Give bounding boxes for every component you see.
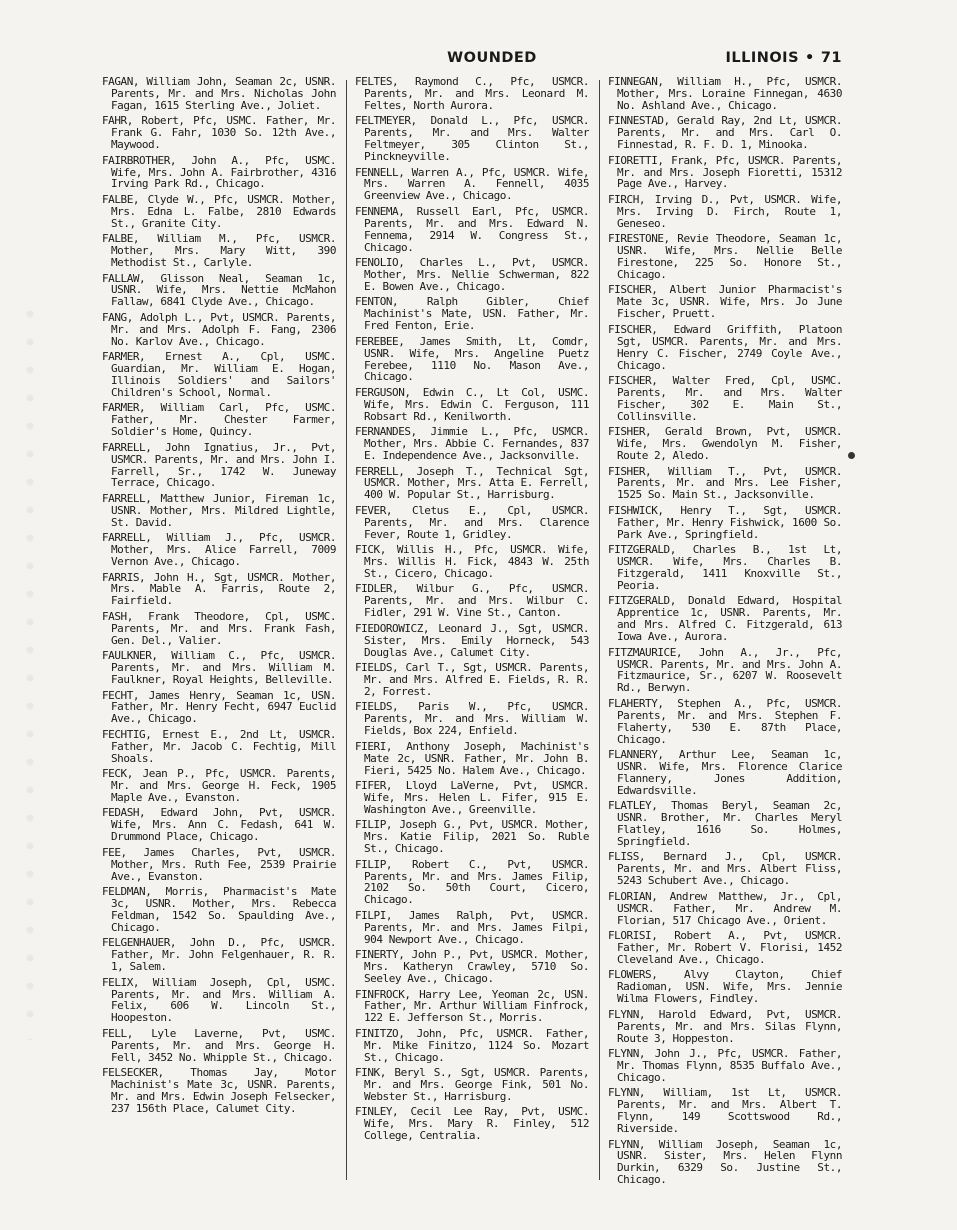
casualty-entry: FENNEMA, Russell Earl, Pfc, USMCR. Parents, Mr. and Mrs. Edward N. Fennema, 2914 W. Congress St., Chicago. [355, 204, 589, 254]
casualty-entry: FERRELL, Joseph T., Technical Sgt, USMCR. Mother, Mrs. Atta E. Ferrell, 400 W. Popular St., Harrisburg. [355, 464, 589, 502]
casualty-entry: FELIX, William Joseph, Cpl, USMC. Parents, Mr. and Mrs. William A. Felix, 606 W. Lincoln St., Hoopeston. [102, 975, 336, 1025]
binding-holes [12, 300, 48, 1040]
column-3 [608, 76, 842, 1190]
casualty-entry: FLISS, Bernard J., Cpl, USMCR. Parents, Mr. and Mrs. Albert Fliss, 5243 Schubert Ave., Chicago. [608, 850, 842, 888]
casualty-entry: FARRELL, Matthew Junior, Fireman 1c, USNR. Mother, Mrs. Mildred Lightle, St. David. [102, 491, 336, 529]
casualty-entry: FLORIAN, Andrew Matthew, Jr., Cpl, USMCR. Father, Mr. Andrew M. Florian, 517 Chicago Ave., Orient. [608, 889, 842, 927]
casualty-entry: FITZMAURICE, John A., Jr., Pfc, USMCR. Parents, Mr. and Mrs. John A. Fitzmaurice, Sr., 6207 W. Roosevelt Rd., Berwyn. [608, 645, 842, 695]
casualty-entry: FELSECKER, Thomas Jay, Motor Machinist's Mate 3c, USNR. Parents, Mr. and Mrs. Edwin Joseph Felsecker, 237 156th Place, Calumet City. [102, 1066, 336, 1115]
casualty-entry: FELDMAN, Morris, Pharmacist's Mate 3c, USNR. Mother, Mrs. Rebecca Feldman, 1542 So. Spaulding Ave., Chicago. [102, 885, 336, 934]
casualty-entry: FALBE, William M., Pfc, USMCR. Mother, Mrs. Mary Witt, 390 Methodist St., Carlyle. [102, 232, 336, 270]
casualty-entry: FLANNERY, Arthur Lee, Seaman 1c, USNR. Wife, Mrs. Florence Clarice Flannery, Jones Addition, Edwardsville. [608, 748, 842, 797]
casualty-entry: FLYNN, Harold Edward, Pvt, USMCR. Parents, Mr. and Mrs. Silas Flynn, Route 3, Hoppeston. [608, 1007, 842, 1045]
casualty-entry: FARRELL, John Ignatius, Jr., Pvt, USMCR. Parents, Mr. and Mrs. John I. Farrell, Sr., 1742 W. Juneway Terrace, Chicago. [102, 440, 336, 490]
casualty-entry: FAHR, Robert, Pfc, USMC. Father, Mr. Frank G. Fahr, 1030 So. 12th Ave., Maywood. [102, 114, 336, 152]
column-1 [102, 76, 336, 1118]
casualty-entry: FARRIS, John H., Sgt, USMCR. Mother, Mrs. Mable A. Farris, Route 2, Fairfield. [102, 570, 336, 608]
casualty-entry: FILIP, Joseph G., Pvt, USMCR. Mother, Mrs. Katie Filip, 2021 So. Ruble St., Chicago. [355, 818, 589, 856]
casualty-entry: FIELDS, Paris W., Pfc, USMCR. Parents, Mr. and Mrs. William W. Fields, Box 224, Enfield. [355, 700, 589, 738]
casualty-entry: FALBE, Clyde W., Pfc, USMCR. Mother, Mrs. Edna L. Falbe, 2810 Edwards St., Granite City. [102, 192, 336, 230]
casualty-entry: FISHER, William T., Pvt, USMCR. Parents, Mr. and Mrs. Lee Fisher, 1525 So. Main St., Jacksonville. [608, 464, 842, 502]
column-2 [355, 76, 589, 1146]
casualty-entry: FELGENHAUER, John D., Pfc, USMCR. Father, Mr. John Felgenhauer, R. R. 1, Salem. [102, 936, 336, 974]
casualty-entry: FISHWICK, Henry T., Sgt, USMCR. Father, Mr. Henry Fishwick, 1600 So. Park Ave., Springfield. [608, 503, 842, 541]
casualty-entry: FANG, Adolph L., Pvt, USMCR. Parents, Mr. and Mrs. Adolph F. Fang, 2306 No. Karlov Ave., Chicago. [102, 310, 336, 348]
casualty-entry: FISHER, Gerald Brown, Pvt, USMCR. Wife, Mrs. Gwendolyn M. Fisher, Route 2, Aledo. [608, 425, 842, 463]
casualty-entry: FERGUSON, Edwin C., Lt Col, USMC. Wife, Mrs. Edwin C. Ferguson, 111 Robsart Rd., Kenilworth. [355, 385, 589, 423]
casualty-entry: FECHTIG, Ernest E., 2nd Lt, USMCR. Father, Mr. Jacob C. Fechtig, Mill Shoals. [102, 727, 336, 765]
state-name: ILLINOIS [725, 50, 800, 66]
casualty-entry: FENNELL, Warren A., Pfc, USMCR. Wife, Mrs. Warren A. Fennell, 4035 Greenview Ave., Chicago. [355, 165, 589, 203]
casualty-entry: FARMER, William Carl, Pfc, USMC. Father, Mr. Chester Farmer, Soldier's Home, Quincy. [102, 401, 336, 439]
casualty-entry: FILIP, Robert C., Pvt, USMCR. Parents, Mr. and Mrs. James Filip, 2102 So. 50th Court, Cicero, Chicago. [355, 857, 589, 907]
casualty-entry: FISCHER, Albert Junior Pharmacist's Mate 3c, USNR. Wife, Mrs. Jo June Fischer, Pruett. [608, 283, 842, 321]
casualty-entry: FIRCH, Irving D., Pvt, USMCR. Wife, Mrs. Irving D. Firch, Route 1, Geneseo. [608, 192, 842, 230]
casualty-entry: FECK, Jean P., Pfc, USMCR. Parents, Mr. and Mrs. George H. Feck, 1905 Maple Ave., Evanston. [102, 767, 336, 804]
casualty-entry: FEVER, Cletus E., Cpl, USMCR. Parents, Mr. and Mrs. Clarence Fever, Route 1, Gridley. [355, 503, 589, 541]
casualty-entry: FICK, Willis H., Pfc, USMCR. Wife, Mrs. Willis H. Fick, 4843 W. 25th St., Cicero, Chicago. [355, 543, 589, 580]
casualty-entry: FARMER, Ernest A., Cpl, USMC. Guardian, Mr. William E. Hogan, Illinois Soldiers' and Sailors' Children's School, Normal. [102, 350, 336, 399]
casualty-entry: FAULKNER, William C., Pfc, USMCR. Parents, Mr. and Mrs. William M. Faulkner, Royal Heights, Belleville. [102, 649, 336, 686]
casualty-entry: FITZGERALD, Donald Edward, Hospital Apprentice 1c, USNR. Parents, Mr. and Mrs. Alfred C. Fitzgerald, 613 Iowa Ave., Aurora. [608, 594, 842, 644]
casualty-entry: FIRESTONE, Revie Theodore, Seaman 1c, USNR. Wife, Mrs. Nellie Belle Firestone, 225 So. Honore St., Chicago. [608, 232, 842, 281]
casualty-entry: FAIRBROTHER, John A., Pfc, USMC. Wife, Mrs. John A. Fairbrother, 4316 Irving Park Rd., Chicago. [102, 153, 336, 191]
casualty-entry: FEE, James Charles, Pvt, USMCR. Mother, Mrs. Ruth Fee, 2539 Prairie Ave., Evanston. [102, 845, 336, 883]
running-head [725, 50, 842, 66]
casualty-entry: FIORETTI, Frank, Pfc, USMCR. Parents, Mr. and Mrs. Joseph Fioretti, 15312 Page Ave., Harvey. [608, 153, 842, 191]
casualty-entry: FELL, Lyle Laverne, Pvt, USMC. Parents, Mr. and Mrs. George H. Fell, 3452 No. Whipple St., Chicago. [102, 1026, 336, 1064]
casualty-entry: FEREBEE, James Smith, Lt, Comdr, USNR. Wife, Mrs. Angeline Puetz Ferebee, 1110 No. Mason Ave., Chicago. [355, 334, 589, 384]
casualty-entry: FINFROCK, Harry Lee, Yeoman 2c, USN. Father, Mr. Arthur William Finfrock, 122 E. Jefferson St., Morris. [355, 987, 589, 1025]
casualty-entry: FLYNN, William, 1st Lt, USMCR. Parents, Mr. and Mrs. Albert T. Flynn, 149 Scottswood Rd., Riverside. [608, 1086, 842, 1136]
casualty-entry: FIELDS, Carl T., Sgt, USMCR. Parents, Mr. and Mrs. Alfred E. Fields, R. R. 2, Forrest. [355, 661, 589, 698]
column-rule [599, 80, 600, 1180]
casualty-entry: FINNEGAN, William H., Pfc, USMCR. Mother, Mrs. Loraine Finnegan, 4630 No. Ashland Ave., Chicago. [608, 75, 842, 112]
casualty-entry: FENTON, Ralph Gibler, Chief Machinist's Mate, USN. Father, Mr. Fred Fenton, Erie. [355, 295, 589, 333]
casualty-entry: FLAHERTY, Stephen A., Pfc, USMCR. Parents, Mr. and Mrs. Stephen F. Flaherty, 530 E. 87th Place, Chicago. [608, 696, 842, 746]
casualty-entry: FECHT, James Henry, Seaman 1c, USN. Father, Mr. Henry Fecht, 6947 Euclid Ave., Chicago. [102, 688, 336, 726]
casualty-entry: FILPI, James Ralph, Pvt, USMCR. Parents, Mr. and Mrs. James Filpi, 904 Newport Ave., Chicago. [355, 908, 589, 946]
casualty-entry: FLATLEY, Thomas Beryl, Seaman 2c, USNR. Brother, Mr. Charles Meryl Flatley, 1616 So. Holmes, Springfield. [608, 799, 842, 848]
casualty-entry: FITZGERALD, Charles B., 1st Lt, USMCR. Wife, Mrs. Charles B. Fitzgerald, 1411 Knoxville St., Peoria. [608, 543, 842, 592]
section-title: WOUNDED [447, 50, 537, 66]
casualty-entry: FIEDOROWICZ, Leonard J., Sgt, USMCR. Sister, Mrs. Emily Horneck, 543 Douglas Ave., Calumet City. [355, 621, 589, 659]
casualty-entry: FISCHER, Walter Fred, Cpl, USMC. Parents, Mr. and Mrs. Walter Fischer, 302 E. Main St., Collinsville. [608, 374, 842, 423]
casualty-entry: FIERI, Anthony Joseph, Machinist's Mate 2c, USNR. Father, Mr. John B. Fieri, 5425 No. Halem Ave., Chicago. [355, 739, 589, 777]
casualty-entry: FINK, Beryl S., Sgt, USMCR. Parents, Mr. and Mrs. George Fink, 501 No. Webster St., Harrisburg. [355, 1066, 589, 1103]
casualty-entry: FLYNN, John J., Pfc, USMCR. Father, Mr. Thomas Flynn, 8535 Buffalo Ave., Chicago. [608, 1047, 842, 1084]
text-columns [102, 75, 842, 1187]
ink-mark [848, 452, 855, 459]
header-separator: • [805, 50, 815, 66]
casualty-entry: FLYNN, William Joseph, Seaman 1c, USNR. Sister, Mrs. Helen Flynn Durkin, 6329 So. Justine St., Chicago. [608, 1137, 842, 1187]
casualty-entry: FINLEY, Cecil Lee Ray, Pvt, USMC. Wife, Mrs. Mary R. Finley, 512 College, Centralia. [355, 1105, 589, 1143]
casualty-entry: FLORISI, Robert A., Pvt, USMCR. Father, Mr. Robert V. Florisi, 1452 Cleveland Ave., Chicago. [608, 929, 842, 966]
casualty-entry: FINNESTAD, Gerald Ray, 2nd Lt, USMCR. Parents, Mr. and Mrs. Carl O. Finnestad, R. F. D. 1, Minooka. [608, 114, 842, 152]
casualty-entry: FENOLIO, Charles L., Pvt, USMCR. Mother, Mrs. Nellie Schwerman, 822 E. Bowen Ave., Chicago. [355, 256, 589, 293]
casualty-entry: FERNANDES, Jimmie L., Pfc, USMCR. Mother, Mrs. Abbie C. Fernandes, 837 E. Independence Ave., Jacksonville. [355, 425, 589, 463]
casualty-entry: FIDLER, Wilbur G., Pfc, USMCR. Parents, Mr. and Mrs. Wilbur C. Fidler, 291 W. Vine St., Canton. [355, 582, 589, 620]
casualty-entry: FAGAN, William John, Seaman 2c, USNR. Parents, Mr. and Mrs. Nicholas John Fagan, 1615 Sterling Ave., Joliet. [102, 75, 336, 112]
casualty-entry: FALLAW, Glisson Neal, Seaman 1c, USNR. Wife, Mrs. Nettie McMahon Fallaw, 6841 Clyde Ave., Chicago. [102, 271, 336, 309]
casualty-entry: FINITZO, John, Pfc, USMCR. Father, Mr. Mike Finitzo, 1124 So. Mozart St., Chicago. [355, 1026, 589, 1064]
casualty-entry: FINERTY, John P., Pvt, USMCR. Mother, Mrs. Katheryn Crawley, 5710 So. Seeley Ave., Chicago. [355, 948, 589, 985]
page-header [102, 50, 842, 70]
casualty-entry: FARRELL, William J., Pfc, USMCR. Mother, Mrs. Alice Farrell, 7009 Vernon Ave., Chicago. [102, 531, 336, 569]
column-rule [346, 80, 347, 1180]
casualty-entry: FELTMEYER, Donald L., Pfc, USMCR. Parents, Mr. and Mrs. Walter Feltmeyer, 305 Clinton St., Pinckneyville. [355, 114, 589, 164]
casualty-entry: FISCHER, Edward Griffith, Platoon Sgt, USMCR. Parents, Mr. and Mrs. Henry C. Fischer, 2749 Coyle Ave., Chicago. [608, 322, 842, 372]
page-number: 71 [820, 50, 842, 66]
casualty-entry: FLOWERS, Alvy Clayton, Chief Radioman, USN. Wife, Mrs. Jennie Wilma Flowers, Findley. [608, 968, 842, 1006]
casualty-entry: FIFER, Lloyd LaVerne, Pvt, USMCR. Wife, Mrs. Helen L. Fifer, 915 E. Washington Ave., Greenville. [355, 779, 589, 816]
casualty-entry: FASH, Frank Theodore, Cpl, USMC. Parents, Mr. and Mrs. Frank Fash, Gen. Del., Valier. [102, 609, 336, 647]
casualty-entry: FEDASH, Edward John, Pvt, USMCR. Wife, Mrs. Ann C. Fedash, 641 W. Drummond Place, Chicago. [102, 806, 336, 844]
casualty-entry: FELTES, Raymond C., Pfc, USMCR. Parents, Mr. and Mrs. Leonard M. Feltes, North Aurora. [355, 75, 589, 112]
